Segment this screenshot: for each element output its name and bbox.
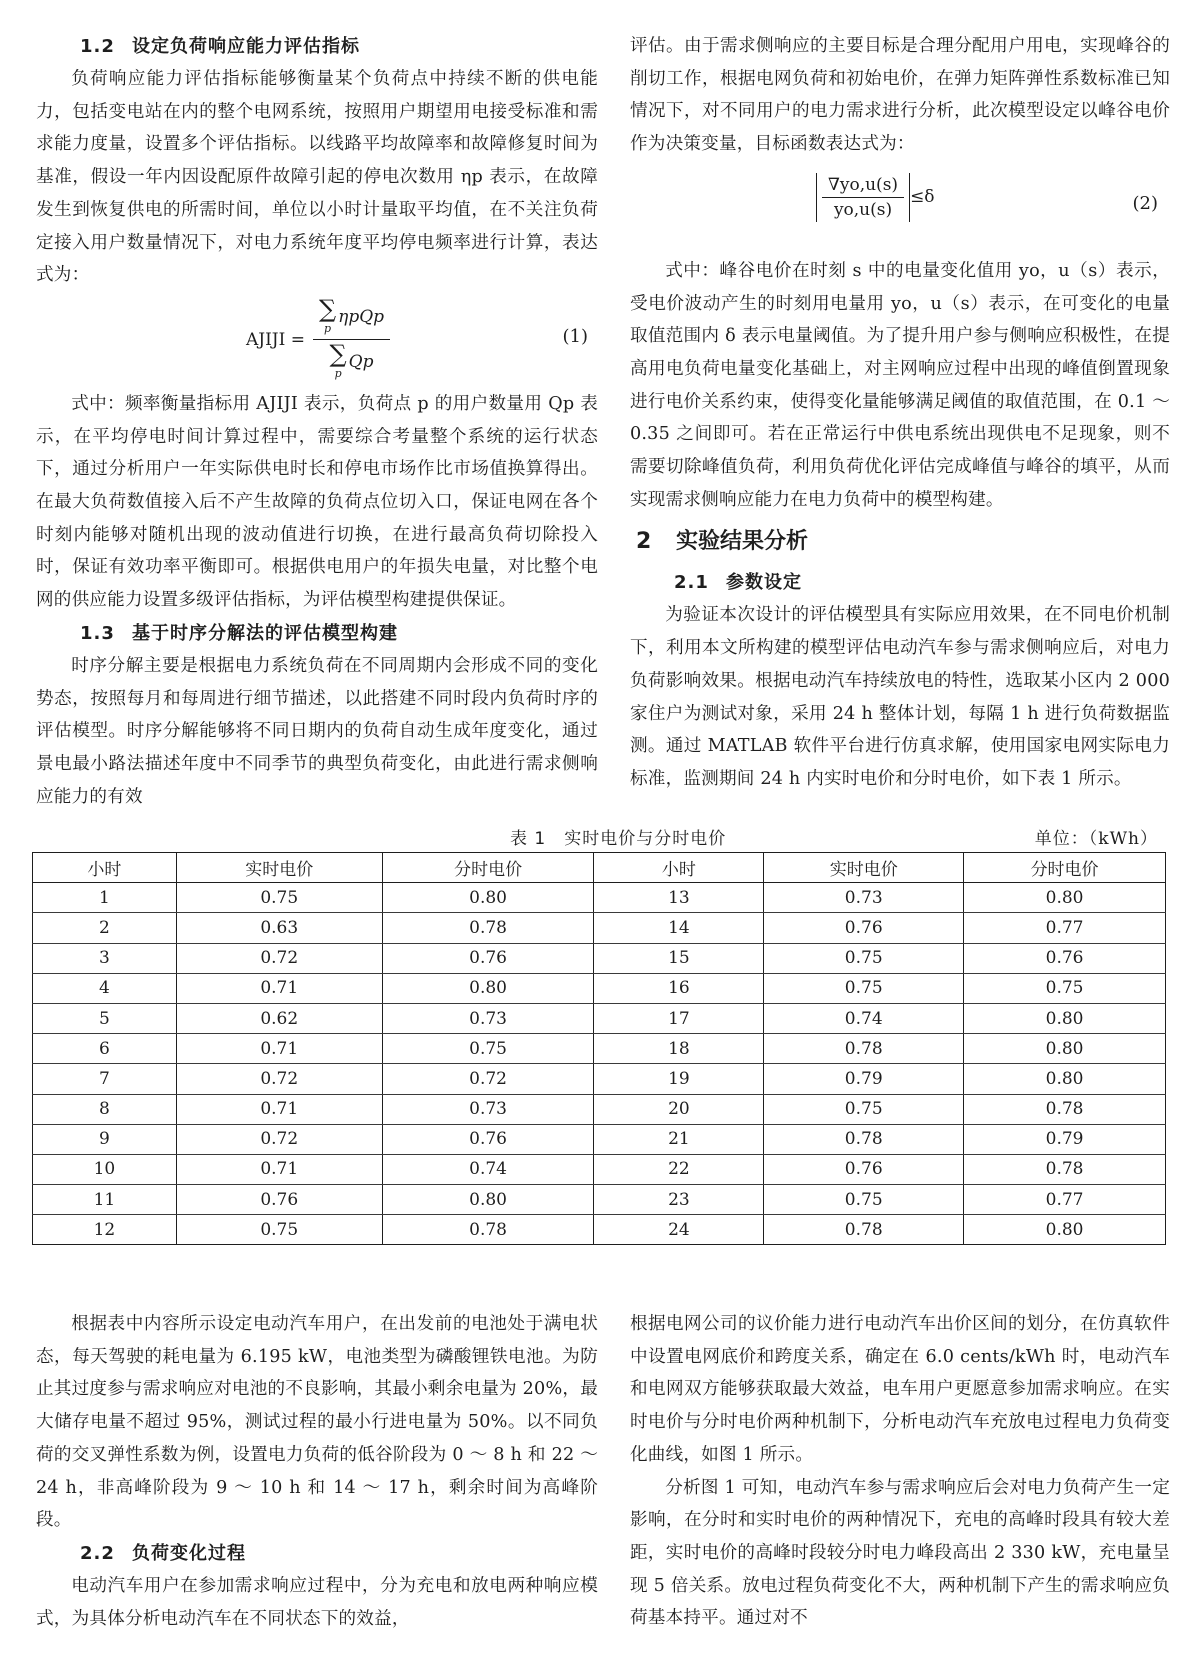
table-cell: 0.80 <box>382 883 594 913</box>
table-cell: 0.79 <box>764 1064 964 1094</box>
sum-subscript: p <box>334 367 342 381</box>
heading-1-2 <box>36 30 598 63</box>
table-cell: 14 <box>594 913 764 943</box>
left-column-top <box>36 30 598 813</box>
table-cell: 0.76 <box>176 1185 382 1215</box>
heading-text: 负荷变化过程 <box>132 1542 246 1564</box>
table-row <box>33 913 1166 943</box>
table-row <box>33 973 1166 1003</box>
sum-symbol: ∑ p <box>329 340 347 381</box>
table-cell: 0.75 <box>176 1215 382 1245</box>
column-header: 小时 <box>594 853 764 883</box>
table-cell: 0.75 <box>382 1034 594 1064</box>
formula-expression <box>816 173 935 222</box>
paragraph: 时序分解主要是根据电力系统负荷在不同周期内会形成不同的变化势态，按照每月和每周进行细节描述，以此搭建不同时段内负荷时序的评估模型。时序分解能够将不同日期内的负荷自动生成年度变化，通过景电最小路法描述年度中不同季节的典型负荷变化，由此进行需求侧响应能力的有效 <box>36 655 598 807</box>
table-cell: 0.79 <box>964 1124 1166 1154</box>
paragraph: 式中：频率衡量指标用 AJIJI 表示，负荷点 p 的用户数量用 Qp 表示，在平均停电时间计算过程中，需要综合考量整个系统的运行状态下，通过分析用户一年实际供电时长和停电市场作比市场值换算得出。在最大负荷数值接入后不产生故障的负荷点位切入口，保证电网在各个时刻内能够对随机出现的波动值进行切换，在进行最高负荷切除投入时，保证有效功率平衡即可。根据供电用户的年损失电量，对比整个电网的供应能力设置多级评估指标，为评估模型构建提供保证。 <box>36 393 598 611</box>
table-header-row <box>33 853 1166 883</box>
paragraph: 根据电网公司的议价能力进行电动汽车出价区间的划分，在仿真软件中设置电网底价和跨度关系，确定在 6.0 cents/kWh 时，电动汽车和电网双方能够获取最大效益，电车用户更愿意参加需求响应。在实时电价与分时电价两种机制下，分析电动汽车充放电过程电力负荷变化曲线，如图 1 所示。 <box>630 1314 1170 1465</box>
table-cell: 9 <box>33 1124 177 1154</box>
heading-text: 参数设定 <box>726 572 802 594</box>
heading-text: 实验结果分析 <box>676 529 809 555</box>
left-column-bottom <box>36 1308 598 1635</box>
table-row <box>33 1185 1166 1215</box>
sum-subscript: p <box>324 322 332 336</box>
table-cell: 20 <box>594 1094 764 1124</box>
table-cell: 0.63 <box>176 913 382 943</box>
table-cell: 24 <box>594 1215 764 1245</box>
table-row <box>33 943 1166 973</box>
table-cell: 21 <box>594 1124 764 1154</box>
table-cell: 0.76 <box>764 1154 964 1184</box>
table-cell: 8 <box>33 1094 177 1124</box>
table-cell: 0.78 <box>382 913 594 943</box>
heading-number: 2.1 <box>674 572 709 594</box>
table-row <box>33 1154 1166 1184</box>
table-cell: 0.73 <box>382 1094 594 1124</box>
table-cell: 0.71 <box>176 973 382 1003</box>
heading-1-3 <box>36 617 598 650</box>
table-cell: 17 <box>594 1003 764 1033</box>
table-cell: 0.78 <box>764 1215 964 1245</box>
column-header: 分时电价 <box>382 853 594 883</box>
table-cell: 0.72 <box>176 943 382 973</box>
table-cell: 0.75 <box>764 1094 964 1124</box>
table-cell: 0.80 <box>964 883 1166 913</box>
table-cell: 0.78 <box>764 1124 964 1154</box>
table-cell: 11 <box>33 1185 177 1215</box>
table-row <box>33 1034 1166 1064</box>
table-cell: 22 <box>594 1154 764 1184</box>
formula-expression <box>246 295 390 381</box>
table-cell: 0.74 <box>382 1154 594 1184</box>
table-cell: 0.80 <box>382 973 594 1003</box>
table-cell: 0.77 <box>964 913 1166 943</box>
formula-1 <box>36 296 598 384</box>
table-cell: 15 <box>594 943 764 973</box>
table-cell: 0.75 <box>764 973 964 1003</box>
paragraph: 评估。由于需求侧响应的主要目标是合理分配用户用电，实现峰谷的削切工作，根据电网负荷和初始电价，在弹力矩阵弹性系数标准已知情况下，对不同用户的电力需求进行分析，此次模型设定以峰谷电价作为决策变量，目标函数表达式为： <box>630 36 1170 155</box>
table-cell: 0.78 <box>964 1094 1166 1124</box>
table-row <box>33 1094 1166 1124</box>
table-cell: 6 <box>33 1034 177 1064</box>
heading-text: 基于时序分解法的评估模型构建 <box>132 622 398 644</box>
table-cell: 2 <box>33 913 177 943</box>
table-cell: 1 <box>33 883 177 913</box>
table-cell: 13 <box>594 883 764 913</box>
denominator <box>324 340 380 384</box>
table-cell: 0.72 <box>176 1124 382 1154</box>
table-cell: 0.71 <box>176 1034 382 1064</box>
paragraph: 分析图 1 可知，电动汽车参与需求响应后会对电力负荷产生一定影响，在分时和实时电价的两种情况下，充电的高峰时段具有较大差距，实时电价的高峰时段较分时电力峰段高出 2 330 kW，充电量呈现 5 倍关系。放电过程负荷变化不大，两种机制下产生的需求响应负荷基本持平。通过对不 <box>630 1477 1170 1629</box>
heading-number: 1.2 <box>80 36 115 57</box>
table-cell: 0.80 <box>964 1215 1166 1245</box>
table-cell: 0.76 <box>382 1124 594 1154</box>
table-cell: 0.80 <box>964 1064 1166 1094</box>
heading-number: 2.2 <box>80 1542 115 1564</box>
table-cell: 0.77 <box>964 1185 1166 1215</box>
table-cell: 0.75 <box>176 883 382 913</box>
price-table <box>32 852 1166 1245</box>
fraction <box>822 173 904 222</box>
heading-2 <box>630 522 1170 562</box>
column-header: 分时电价 <box>964 853 1166 883</box>
column-header: 实时电价 <box>176 853 382 883</box>
numerator: ∇yo,u(s) <box>828 174 899 195</box>
table-cell: 3 <box>33 943 177 973</box>
right-column-top <box>630 30 1170 796</box>
table-cell: 0.71 <box>176 1094 382 1124</box>
table-cell: 12 <box>33 1215 177 1245</box>
table-cell: 19 <box>594 1064 764 1094</box>
table-caption <box>36 824 1164 854</box>
heading-number: 2 <box>636 529 652 555</box>
table-cell: 0.72 <box>382 1064 594 1094</box>
table-row <box>33 1064 1166 1094</box>
sum-symbol: ∑ p <box>319 295 337 336</box>
table-cell: 0.75 <box>764 943 964 973</box>
equation-number: (1) <box>562 325 588 347</box>
table-cell: 0.73 <box>382 1003 594 1033</box>
table-cell: 0.75 <box>964 973 1166 1003</box>
paragraph: 根据表中内容所示设定电动汽车用户，在出发前的电池处于满电状态，每天驾驶的耗电量为 6.195 kW，电池类型为磷酸锂铁电池。为防止其过度参与需求响应对电池的不良影响，其最小剩余电量为 20%，最大储存电量不超过 95%，测试过程的最小行进电量为 50%。以不同负荷的交叉弹性系数为例，设置电力负荷的低谷阶段为 0 ～ 8 h 和 22 ～ 24 h，非高峰阶段为 9 ～ 10 h 和 14 ～ 17 h，剩余时间为高峰阶段。 <box>36 1314 598 1531</box>
heading-2-2 <box>36 1537 598 1570</box>
table-cell: 0.62 <box>176 1003 382 1033</box>
table-cell: 0.75 <box>764 1185 964 1215</box>
table-title: 表 1 实时电价与分时电价 <box>510 829 727 849</box>
paragraph: 为验证本次设计的评估模型具有实际应用效果，在不同电价机制下，利用本文所构建的模型评估电动汽车参与需求侧响应后，对电力负荷影响效果。根据电动汽车持续放电的特性，选取某小区内 2 000 家住户为测试对象，采用 24 h 整体计划，每隔 1 h 进行负荷数据监测。通过 MATLAB 软件平台进行仿真求解，使用国家电网实际电力标准，监测期间 24 h 内实时电价和分时电价，如下表 1 所示。 <box>630 605 1170 789</box>
table-cell: 7 <box>33 1064 177 1094</box>
table-cell: 23 <box>594 1185 764 1215</box>
table-cell: 0.80 <box>964 1003 1166 1033</box>
table-cell: 0.80 <box>382 1185 594 1215</box>
table-cell: 0.78 <box>764 1034 964 1064</box>
table-cell: 0.78 <box>964 1154 1166 1184</box>
heading-number: 1.3 <box>80 622 115 644</box>
paragraph: 式中：峰谷电价在时刻 s 中的电量变化值用 yo，u（s）表示，受电价波动产生的时刻用电量用 yo，u（s）表示，在可变化的电量取值范围内 δ 表示电量阈值。为了提升用户参与侧响应积极性，在提高用电负荷电量变化基础上，对主网响应过程中出现的峰值倒置现象进行电价关系约束，使得变化量能够满足阈值的取值范围，在 0.1 ～ 0.35 之间即可。若在正常运行中供电系统出现供电不足现象，则不需要切除峰值负荷，利用负荷优化评估完成峰值与峰谷的填平，从而实现需求侧响应能力在电力负荷中的模型构建。 <box>630 260 1170 510</box>
heading-text: 设定负荷响应能力评估指标 <box>132 36 360 57</box>
heading-2-1 <box>630 566 1170 599</box>
table-cell: 0.80 <box>964 1034 1166 1064</box>
table-cell: 5 <box>33 1003 177 1033</box>
formula-2 <box>630 167 1170 249</box>
equation-number: (2) <box>1132 192 1158 214</box>
fraction <box>313 295 390 384</box>
numerator-expression: ηpQp <box>338 307 385 328</box>
table-row <box>33 883 1166 913</box>
table-cell: 0.76 <box>964 943 1166 973</box>
table-cell: 0.73 <box>764 883 964 913</box>
table-cell: 0.72 <box>176 1064 382 1094</box>
table-cell: 0.76 <box>382 943 594 973</box>
table-cell: 0.78 <box>382 1215 594 1245</box>
table-cell: 10 <box>33 1154 177 1184</box>
table-row <box>33 1124 1166 1154</box>
paragraph: 电动汽车用户在参加需求响应过程中，分为充电和放电两种响应模式，为具体分析电动汽车在不同状态下的效益， <box>36 1575 598 1629</box>
table-body <box>33 883 1166 1245</box>
table-row <box>33 1215 1166 1245</box>
column-header: 小时 <box>33 853 177 883</box>
right-column-bottom <box>630 1308 1170 1635</box>
table-cell: 0.76 <box>764 913 964 943</box>
table-cell: 18 <box>594 1034 764 1064</box>
formula-lhs: AJIJI = <box>246 329 305 350</box>
denominator: yo,u(s) <box>833 199 893 220</box>
table-cell: 16 <box>594 973 764 1003</box>
absolute-value <box>816 173 910 222</box>
table-row <box>33 1003 1166 1033</box>
numerator <box>313 295 390 339</box>
denominator-expression: Qp <box>348 352 374 373</box>
formula-relation: ≤δ <box>910 187 935 208</box>
table-cell: 0.71 <box>176 1154 382 1184</box>
column-header: 实时电价 <box>764 853 964 883</box>
table-unit: 单位：（kWh） <box>1034 829 1158 849</box>
table-cell: 0.74 <box>764 1003 964 1033</box>
paragraph: 负荷响应能力评估指标能够衡量某个负荷点中持续不断的供电能力，包括变电站在内的整个电网系统，按照用户期望用电接受标准和需求能力度量，设置多个评估指标。以线路平均故障率和故障修复时间为基准，假设一年内因设配原件故障引起的停电次数用 ηp 表示，在故障发生到恢复供电的所需时间，单位以小时计量取平均值，在不关注负荷定接入用户数量情况下，对电力系统年度平均停电频率进行计算，表达式为： <box>36 69 598 286</box>
table-cell: 4 <box>33 973 177 1003</box>
